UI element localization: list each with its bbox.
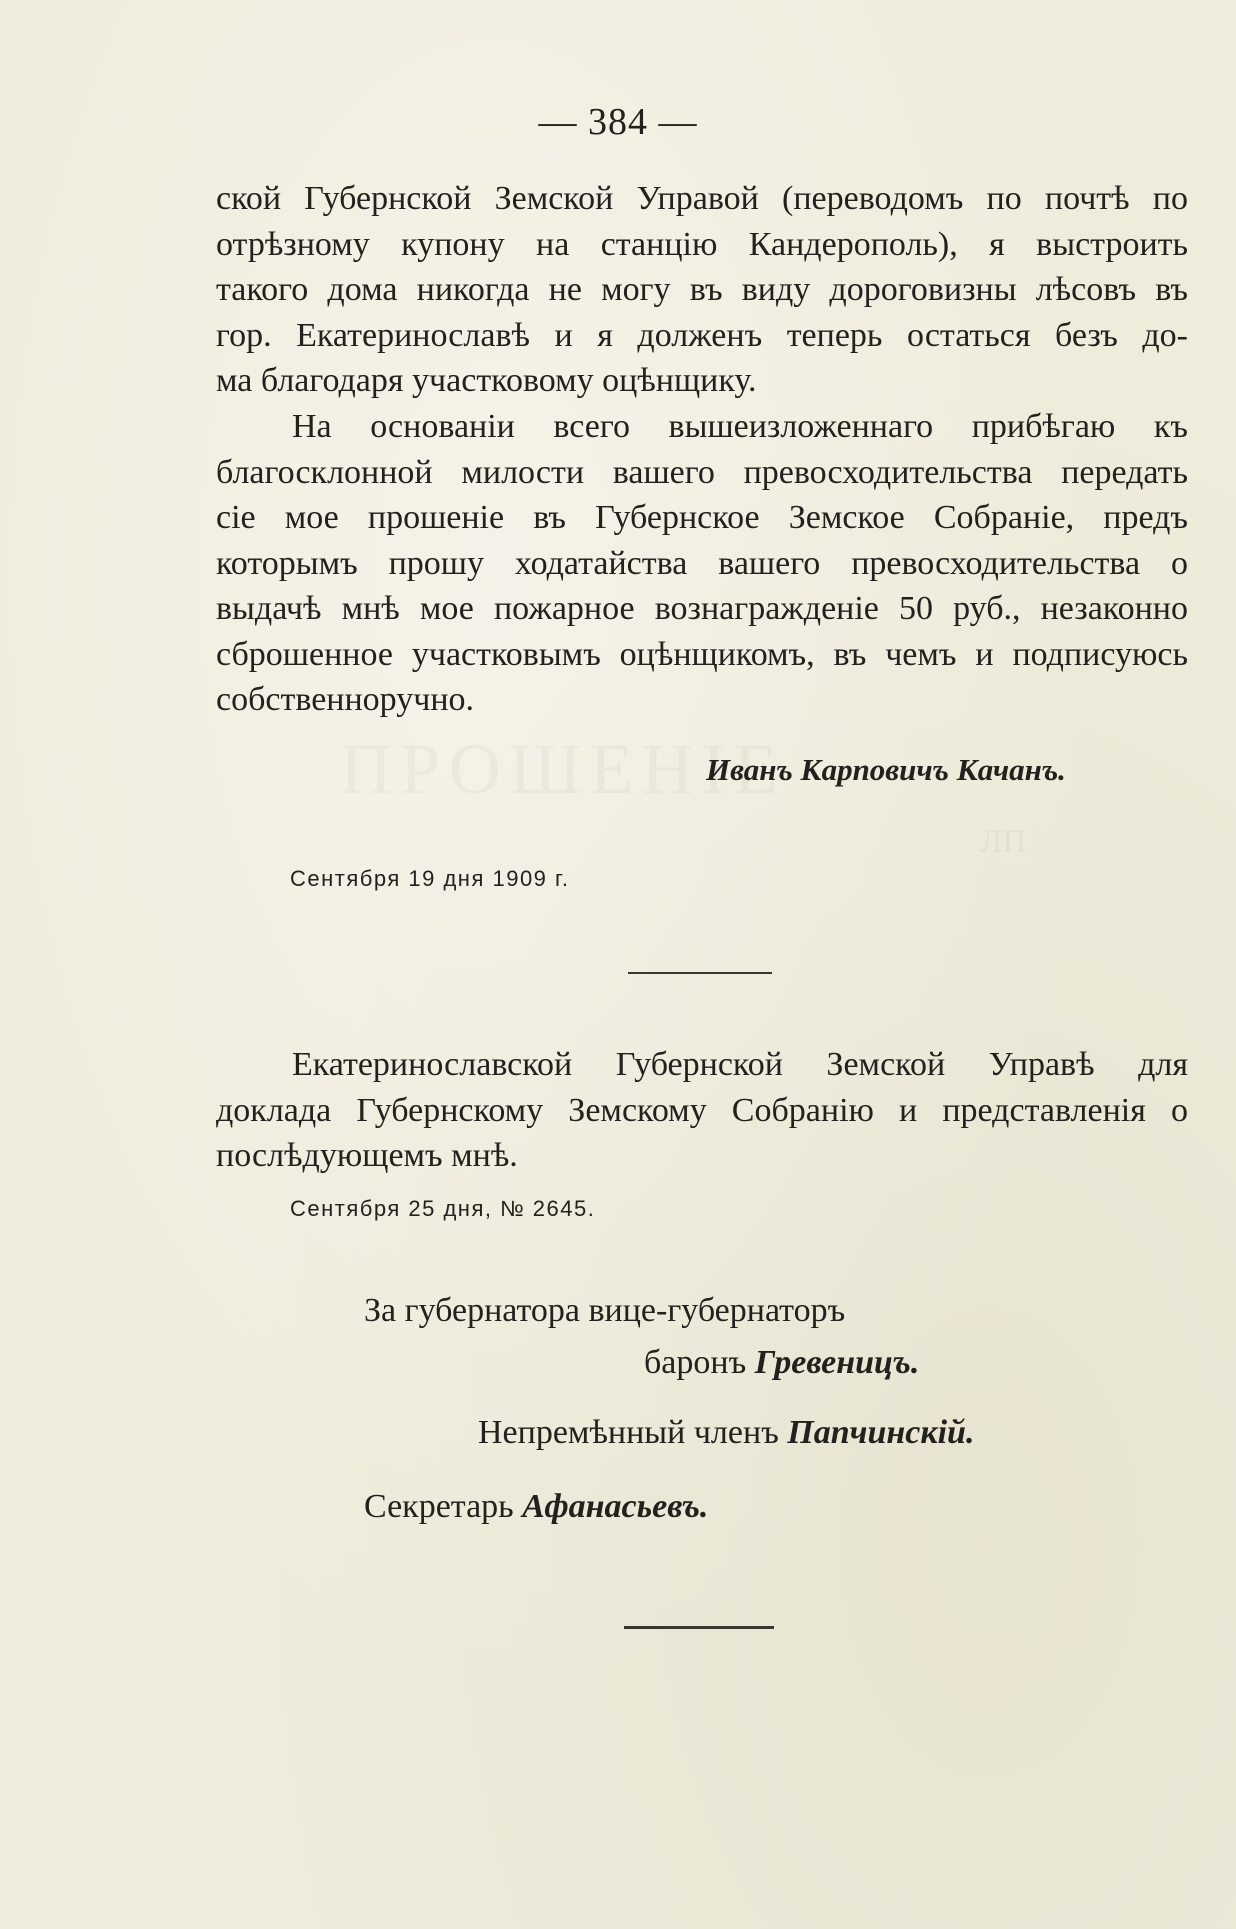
secretary-line (364, 1488, 708, 1526)
section-divider (628, 972, 772, 974)
text-line: сіе мое прошеніе въ Губернское Земское Собраніе, предъ (216, 499, 1188, 536)
secretary-signature: Афанасьевъ. (522, 1488, 709, 1525)
governor-line: За губернатора вице-губернаторъ (364, 1292, 846, 1329)
text-line: ма благодаря участковому оцѣнщику. (216, 362, 757, 399)
petitioner-signature: Иванъ Карповичъ Качанъ. (706, 752, 1066, 787)
secretary-title: Секретарь (364, 1488, 514, 1525)
page-number: — 384 — (538, 101, 698, 143)
text-line: гор. Екатеринославѣ и я долженъ теперь остаться безъ до- (216, 316, 1188, 354)
baron-signature: Гревеницъ. (754, 1344, 920, 1381)
text-line: На основаніи всего вышеизложеннаго прибѣгаю къ (292, 408, 1188, 445)
text-line: отрѣзному купону на станцію Кандерополь), я выстроить (216, 225, 1188, 263)
text-line: послѣдующемъ мнѣ. (216, 1137, 518, 1174)
text-line: выдачѣ мнѣ мое пожарное вознагражденіе 50 руб., незаконно (216, 590, 1188, 627)
end-divider (624, 1626, 774, 1629)
baron-title: баронъ (644, 1344, 747, 1381)
text-line: ской Губернской Земской Управой (переводомъ по почтѣ по (216, 180, 1188, 217)
permanent-member-line (478, 1414, 974, 1452)
text-line: Екатеринославской Губернской Земской Управѣ для (292, 1046, 1188, 1083)
bleed-through-decoration: ПРОШЕНІЕ (340, 729, 786, 809)
resolution-date: Сентября 25 дня, № 2645. (290, 1196, 596, 1221)
paragraph-request (216, 404, 1188, 723)
baron-line (644, 1344, 919, 1382)
paragraph-continuation (216, 176, 1188, 404)
text-line: которымъ прошу ходатайства вашего превосходительства о (216, 544, 1188, 582)
text-line: собственноручно. (216, 681, 475, 718)
paragraph-resolution (216, 1042, 1188, 1179)
text-line: такого дома никогда не могу въ виду дороговизны лѣсовъ въ (216, 271, 1188, 308)
text-line: доклада Губернскому Земскому Собранію и представленія о (216, 1091, 1188, 1129)
text-line: благосклонной милости вашего превосходительства передать (216, 453, 1188, 491)
petition-date: Сентября 19 дня 1909 г. (290, 866, 570, 891)
member-signature: Папчинскій. (787, 1414, 975, 1451)
member-title: Непремѣнный членъ (478, 1414, 779, 1451)
text-line: сброшенное участковымъ оцѣнщикомъ, въ чемъ и подписуюсь (216, 635, 1188, 673)
bleed-through-decoration: ЛП (980, 824, 1027, 860)
